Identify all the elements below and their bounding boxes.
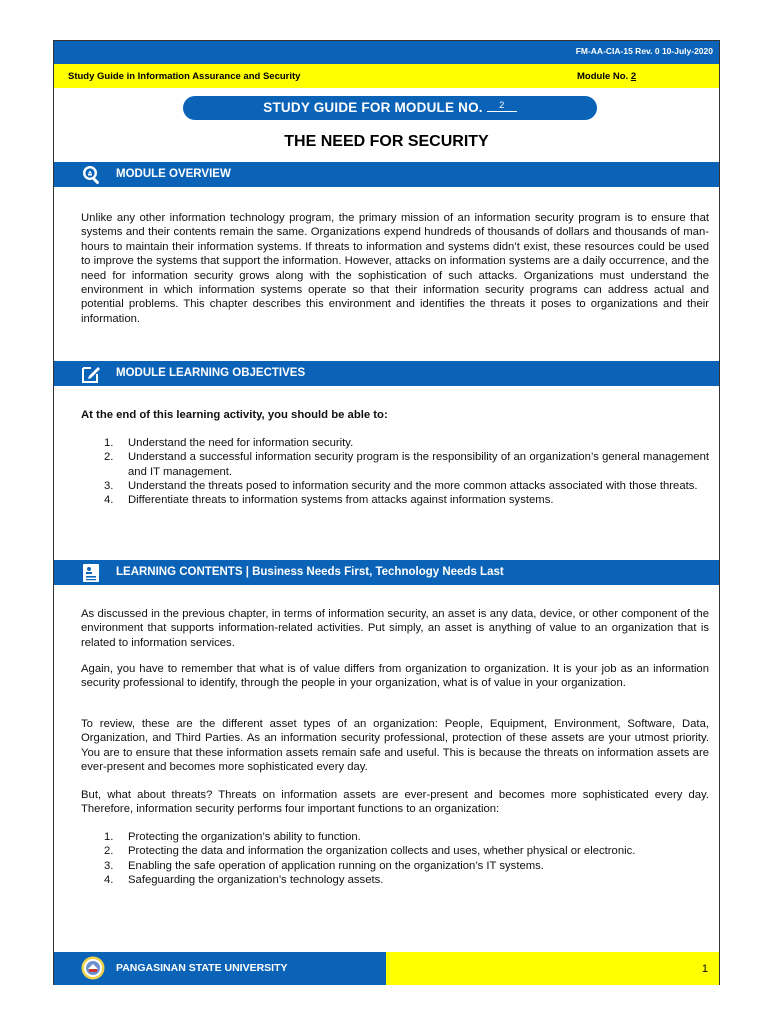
edit-icon — [80, 363, 102, 385]
university-name: PANGASINAN STATE UNIVERSITY — [116, 962, 288, 974]
contents-paragraph: As discussed in the previous chapter, in terms of information security, an asset is any data, device, or other component of the environment that supports information-related activities. Put simply, an asset is anything of value to an organization that is related to information services. — [81, 608, 709, 649]
overview-heading: MODULE OVERVIEW — [116, 168, 231, 180]
objectives-intro: At the end of this learning activity, you should be able to: — [81, 409, 388, 421]
list-item: 1. Understand the need for information security. — [104, 437, 354, 449]
list-item: 3. Understand the threats posed to information security and the more common attacks associated with those threats. — [104, 479, 698, 492]
list-item: 4. Safeguarding the organization’s technology assets. — [104, 873, 384, 886]
course-header-bar — [54, 64, 719, 88]
objectives-section-header — [54, 361, 719, 386]
functions-list — [81, 830, 709, 887]
footer-page-bar — [386, 952, 719, 985]
objectives-heading: MODULE LEARNING OBJECTIVES — [116, 367, 306, 379]
list-item: 4. Differentiate threats to information systems from attacks against information systems. — [104, 494, 554, 507]
document-code: FM-AA-CIA-15 Rev. 0 10-July-2020 — [575, 46, 713, 56]
module-number: 2 — [630, 71, 637, 82]
study-guide-banner — [183, 96, 597, 120]
magnifier-icon — [80, 164, 102, 186]
contents-paragraph: To review, these are the different asset types of an organization: People, Equipment, Environment, Software, Data, Organization, and Third Parties. As an information security professional, protection of these assets are your utmost priority. You are to ensure that these information assets remain safe and useful. This is because the threats on information assets are ever-present and becomes more sophisticated every day. — [81, 718, 709, 774]
contents-paragraph: Again, you have to remember that what is of value differs from organization to organization. It is your job as an information security professional to identify, through the people in your organization, what is of value in your organization. — [81, 663, 709, 690]
overview-text: Unlike any other information technology program, the primary mission of an information security program is to ensure that systems and their contents remain the same. Organizations expend hundreds of thousands of dollars and thousands of man-hours to maintain their information systems. If threats to information and systems didn’t exist, these resources could be used to improve the systems that support the information. However, attacks on information systems are a daily occurrence, and the need for information security grows along with the sophistication of such attacks. Organizations must understand the environment in which information systems operate so that their information security programs can address actual and potential problems. This chapter describes this environment and identifies the threats it poses to organizations and their information. — [81, 212, 709, 325]
contents-section-header — [54, 560, 719, 585]
contents-paragraph: But, what about threats? Threats on information assets are ever-present and becomes more sophisticated every day. Therefore, information security performs four important functions to an organization: — [81, 789, 709, 816]
document-page — [53, 40, 720, 985]
list-item: 1. Protecting the organization’s ability to function. — [104, 831, 361, 843]
objectives-list — [81, 436, 709, 507]
list-item: 3. Enabling the safe operation of application running on the organization’s IT systems. — [104, 859, 544, 872]
module-label: Module No. — [577, 71, 631, 82]
document-icon — [80, 562, 102, 584]
list-item: 2. Protecting the data and information the organization collects and uses, whether physical or electronic. — [104, 845, 636, 858]
page-number: 1 — [701, 963, 708, 975]
overview-section-header — [54, 162, 719, 187]
top-header-bar — [54, 41, 719, 64]
footer-university-bar — [54, 952, 386, 985]
list-item: 2. Understand a successful information security program is the responsibility of an organization’s general management and IT management. — [104, 451, 709, 478]
module-indicator — [577, 71, 636, 82]
page-title: THE NEED FOR SECURITY — [284, 133, 489, 150]
course-title: Study Guide in Information Assurance and Security — [68, 71, 301, 82]
study-guide-label: STUDY GUIDE FOR MODULE NO. — [263, 100, 483, 115]
study-guide-number: 2 — [487, 99, 517, 112]
university-seal-icon — [81, 956, 105, 980]
contents-heading: LEARNING CONTENTS | Business Needs First, Technology Needs Last — [116, 566, 504, 578]
